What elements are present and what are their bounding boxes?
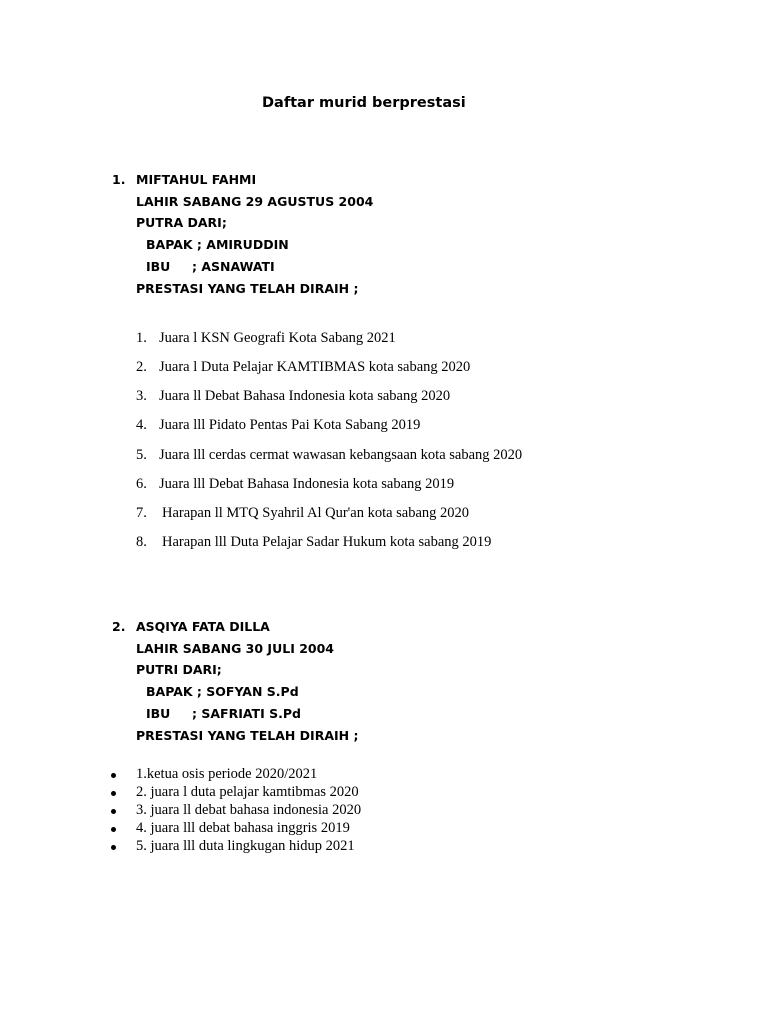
- achievement-3-number: 3.: [136, 388, 147, 404]
- achievement-6-number: 6.: [136, 476, 147, 492]
- achievement-5-text: Juara lll cerdas cermat wawasan kebangsaan kota sabang 2020: [159, 447, 523, 463]
- bullet-icon: [111, 827, 116, 832]
- student-1-father: BAPAK ; AMIRUDDIN: [146, 237, 289, 252]
- student-2-achievement-3: 3. juara ll debat bahasa indonesia 2020: [136, 802, 362, 818]
- bullet-icon: [111, 809, 116, 814]
- achievement-2-number: 2.: [136, 359, 147, 375]
- achievement-6-text: Juara lll Debat Bahasa Indonesia kota sabang 2019: [159, 476, 455, 492]
- achievement-8-text: Harapan lll Duta Pelajar Sadar Hukum kota sabang 2019: [162, 534, 492, 550]
- student-2-achievement-2: 2. juara l duta pelajar kamtibmas 2020: [136, 784, 359, 800]
- student-2-mother: ; SAFRIATI S.Pd: [192, 706, 301, 721]
- student-2-achievement-1: 1.ketua osis periode 2020/2021: [136, 766, 318, 782]
- achievement-7-text: Harapan ll MTQ Syahril Al Qur'an kota sabang 2020: [162, 505, 470, 521]
- achievement-5-number: 5.: [136, 447, 147, 463]
- student-1-parent-label: PUTRA DARI;: [136, 215, 227, 230]
- student-2-parent-label: PUTRI DARI;: [136, 662, 222, 677]
- student-2-number: 2.: [112, 619, 126, 634]
- student-2-achievements-label: PRESTASI YANG TELAH DIRAIH ;: [136, 728, 359, 743]
- achievement-1-text: Juara l KSN Geografi Kota Sabang 2021: [159, 330, 396, 346]
- student-1-name: MIFTAHUL FAHMI: [136, 172, 257, 187]
- bullet-icon: [111, 791, 116, 796]
- achievement-8-number: 8.: [136, 534, 147, 550]
- student-1-achievements-label: PRESTASI YANG TELAH DIRAIH ;: [136, 281, 359, 296]
- student-1-birth: LAHIR SABANG 29 AGUSTUS 2004: [136, 194, 374, 209]
- achievement-4-number: 4.: [136, 417, 147, 433]
- student-2-mother-label: IBU: [146, 706, 171, 721]
- bullet-icon: [111, 773, 116, 778]
- student-2-achievement-4: 4. juara lll debat bahasa inggris 2019: [136, 820, 350, 836]
- student-1-mother-label: IBU: [146, 259, 171, 274]
- student-2-father: BAPAK ; SOFYAN S.Pd: [146, 684, 299, 699]
- student-2-name: ASQIYA FATA DILLA: [136, 619, 270, 634]
- achievement-1-number: 1.: [136, 330, 147, 346]
- bullet-icon: [111, 845, 116, 850]
- student-2-achievement-5: 5. juara lll duta lingkugan hidup 2021: [136, 838, 355, 854]
- page-title: Daftar murid berprestasi: [262, 95, 466, 111]
- student-1-mother: ; ASNAWATI: [192, 259, 275, 274]
- student-1-number: 1.: [112, 172, 126, 187]
- achievement-2-text: Juara l Duta Pelajar KAMTIBMAS kota sabang 2020: [159, 359, 471, 375]
- achievement-7-number: 7.: [136, 505, 147, 521]
- achievement-3-text: Juara ll Debat Bahasa Indonesia kota sabang 2020: [159, 388, 451, 404]
- achievement-4-text: Juara lll Pidato Pentas Pai Kota Sabang 2019: [159, 417, 421, 433]
- student-2-birth: LAHIR SABANG 30 JULI 2004: [136, 641, 334, 656]
